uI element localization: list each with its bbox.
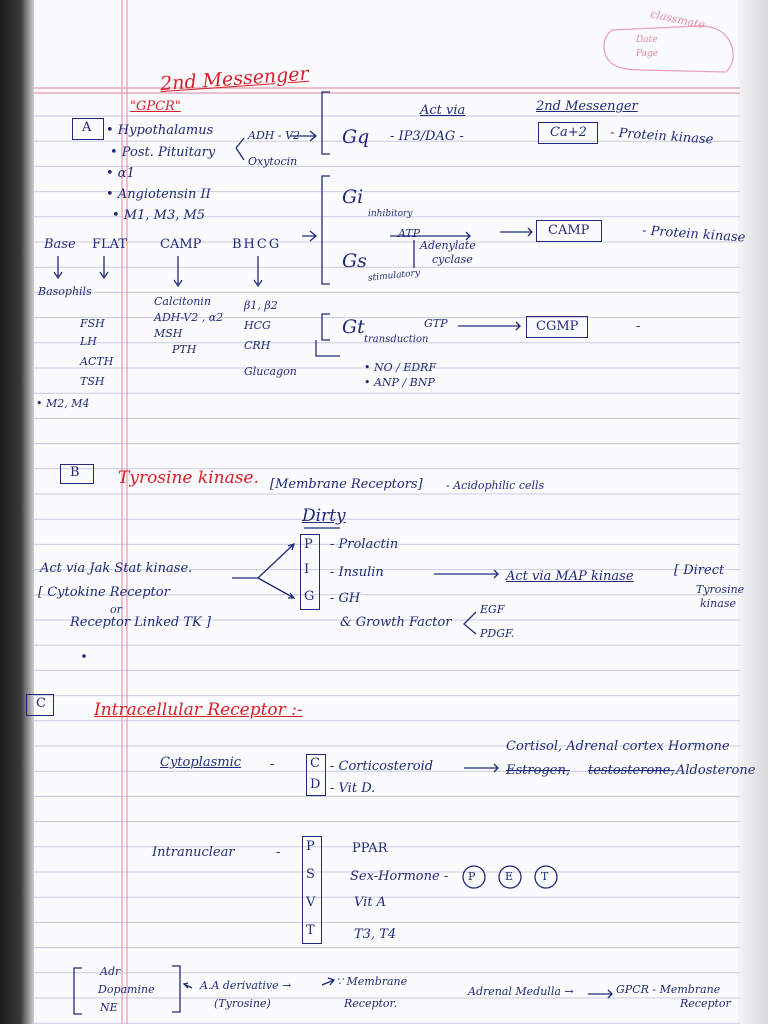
hormone-prolactin: - Prolactin — [330, 537, 399, 552]
t3-t4: T3, T4 — [354, 927, 397, 942]
ca-label: Ca+2 — [550, 125, 587, 140]
oxytocin-label: Oxytocin — [248, 155, 298, 168]
cgmp-label: CGMP — [536, 319, 579, 334]
psvt-letter: V — [306, 895, 316, 910]
dash: - — [270, 757, 275, 772]
aa-derivative: A.A derivative → — [200, 979, 292, 992]
section-b-label: B — [70, 465, 80, 480]
gq-label: Gq — [342, 126, 370, 148]
flat-item: ACTH — [80, 355, 114, 368]
psvt-letter: P — [306, 839, 315, 854]
intracellular-heading: Intracellular Receptor :- — [94, 700, 303, 720]
dash: - — [636, 319, 641, 334]
receptor-linked: Receptor Linked TK ] — [70, 615, 211, 630]
stamp-date: Date — [636, 35, 658, 45]
gs-sub: stimulatory — [367, 268, 421, 284]
membrane-footer: ∵ Membrane — [336, 975, 408, 988]
flat-item: FSH — [80, 317, 105, 330]
gt-sub: transduction — [364, 334, 429, 345]
bhcg-item: HCG — [244, 319, 271, 332]
gpcr-heading: "GPCR" — [130, 99, 181, 114]
bhcg-item: CRH — [244, 339, 271, 352]
testosterone-note: testosterone, — [588, 763, 675, 778]
atp-label: ATP — [398, 227, 421, 240]
adr-label: Adr — [100, 965, 121, 978]
ppar-label: PPAR — [352, 841, 388, 856]
gt-label: Gt — [342, 316, 365, 338]
ip3-dag: - IP3/DAG - — [390, 129, 464, 144]
pig-letter: I — [304, 562, 310, 577]
or-label: or — [110, 603, 122, 616]
list-item: • Hypothalamus — [106, 123, 214, 138]
receptor-footer: Receptor. — [344, 997, 398, 1010]
cytokine-receptor: [ Cytokine Receptor — [38, 585, 170, 600]
page-title: 2nd Messenger — [159, 62, 310, 96]
bhcg-item: Glucagon — [244, 365, 297, 378]
pdgf-label: PDGF. — [480, 627, 515, 640]
camp-item: Calcitonin — [154, 295, 211, 308]
psvt-letter: T — [306, 923, 315, 938]
no-edrf: • NO / EDRF — [364, 361, 437, 374]
adrenal-medulla: Adrenal Medulla → — [468, 985, 574, 998]
circle-e: E — [505, 870, 514, 883]
camp-label: CAMP — [548, 223, 590, 238]
cd-letter: D — [310, 777, 321, 792]
basophils-label: Basophils — [38, 285, 92, 298]
list-item: • α1 — [106, 166, 135, 181]
section-a-label: A — [82, 120, 92, 135]
circle-t: T — [541, 870, 549, 883]
bhcg-item: β1, β2 — [244, 299, 278, 312]
pig-letter: P — [304, 537, 313, 552]
protein-kinase-1: - Protein kinase — [609, 125, 714, 148]
act-via-jak: Act via Jak Stat kinase. — [40, 561, 193, 576]
pig-letter: G — [304, 589, 315, 604]
acidophils: - Acidophilic cells — [446, 479, 545, 492]
hormone-insulin: - Insulin — [330, 565, 384, 580]
camp-item: ADH-V2 , α2 — [154, 311, 224, 324]
psvt-letter: S — [306, 867, 315, 882]
receptor-footer-2: Receptor — [680, 997, 731, 1010]
mnemonic-bhcg: BHCG — [232, 237, 282, 252]
protein-kinase-2: - Protein kinase — [641, 223, 746, 246]
stamp-page: Page — [636, 49, 659, 59]
dash: - — [276, 845, 281, 860]
camp-item: MSH — [154, 327, 183, 340]
vit-d: - Vit D. — [330, 781, 376, 796]
gi-label: Gi — [342, 186, 364, 208]
m2m4-item: • M2, M4 — [36, 397, 90, 410]
cortisol-note: Cortisol, Adrenal cortex Hormone — [506, 739, 730, 754]
circle-p: P — [468, 870, 476, 883]
tyrosine-label: Tyrosine — [696, 583, 745, 596]
direct-tyrosine: [ Direct — [674, 563, 725, 578]
camp-item: PTH — [172, 343, 197, 356]
estrogen-note: Estrogen, — [506, 763, 570, 778]
vit-a: Vit A — [354, 895, 387, 910]
gs-label: Gs — [342, 250, 367, 272]
gi-sub: inhibitory — [368, 209, 413, 219]
mnemonic-camp: CAMP — [160, 237, 202, 252]
anp-bnp: • ANP / BNP — [364, 376, 435, 389]
dopamine-label: Dopamine — [98, 983, 155, 996]
act-via-map: Act via MAP kinase — [506, 569, 634, 584]
hormone-gh: - GH — [330, 591, 361, 606]
growth-factor: & Growth Factor — [340, 615, 452, 630]
cytoplasmic-label: Cytoplasmic — [160, 755, 242, 770]
adh-label: ADH - V2 — [248, 129, 301, 142]
dirty-mnemonic: Dirty — [302, 506, 346, 526]
kinase-label: kinase — [700, 597, 736, 610]
tyrosine-footer: (Tyrosine) — [214, 997, 271, 1010]
list-item: • Angiotensin II — [106, 187, 211, 202]
ne-label: NE — [100, 1001, 118, 1014]
section-c-label: C — [36, 696, 46, 711]
flat-item: LH — [80, 335, 97, 348]
mnemonic-base: Base — [44, 237, 76, 252]
list-item: • M1, M3, M5 — [112, 208, 206, 223]
gpcr-footer: GPCR - Membrane — [616, 983, 721, 996]
sex-hormone: Sex-Hormone - — [350, 869, 449, 884]
cyclase-label: cyclase — [432, 253, 473, 266]
adenylate-label: Adenylate — [420, 239, 476, 252]
second-messenger-header: 2nd Messenger — [536, 99, 638, 114]
stamp-brand: classmate — [649, 7, 707, 32]
act-via-header: Act via — [420, 103, 466, 118]
intranuclear-label: Intranuclear — [152, 845, 235, 860]
gtp-label: GTP — [424, 317, 448, 330]
tyrosine-kinase-heading: Tyrosine kinase. — [118, 468, 259, 488]
membrane-receptors: [Membrane Receptors] — [270, 477, 423, 492]
list-item: • Post. Pituitary — [110, 145, 216, 160]
aldosterone-note: Aldosterone — [676, 763, 756, 778]
mnemonic-flat: FLAT — [92, 237, 128, 252]
egf-label: EGF — [480, 603, 505, 616]
flat-item: TSH — [80, 375, 105, 388]
corticosteroid: - Corticosteroid — [330, 759, 434, 774]
cd-letter: C — [310, 756, 320, 771]
